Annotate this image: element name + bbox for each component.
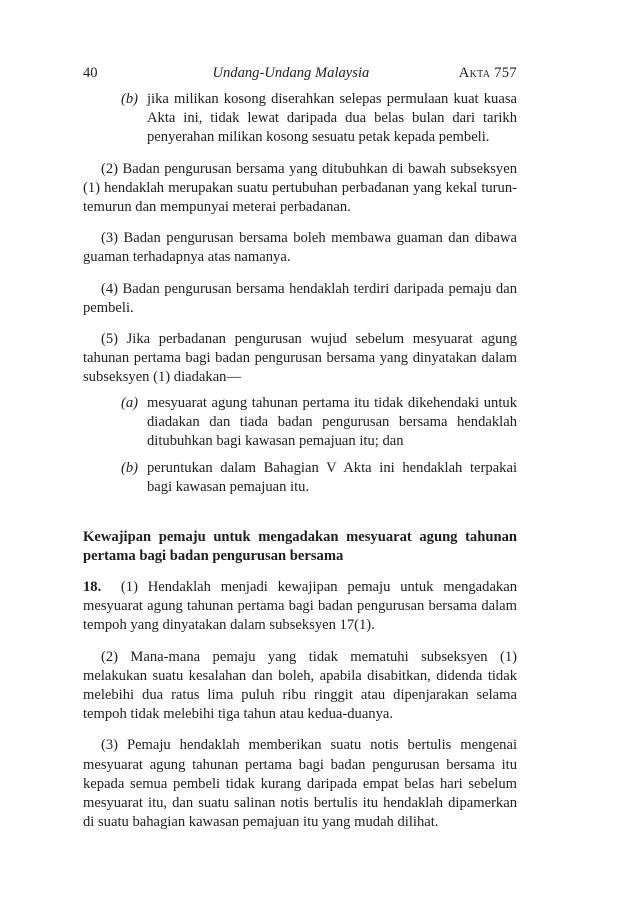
section-number: 18. [83, 579, 102, 596]
page-header [83, 64, 517, 90]
section-text: (1) Hendaklah menjadi kewajipan pemaju untuk mengadakan mesyuarat agung tahunan pertama bagi badan pengurusan bersama dalam tempoh yang dinyatakan dalam subseksyen 17(1). [83, 579, 518, 634]
item-label: (b) [121, 460, 139, 477]
item-text: peruntukan dalam Bahagian V Akta ini hendaklah terpakai bagi kawasan pemajuan itu. [147, 460, 517, 496]
item-text: jika milikan kosong diserahkan selepas permulaan kuat kuasa Akta ini, tidak lewat daripada dua belas bulan dari tarikh penyerahan milikan kosong sesuatu petak kepada pembeli. [147, 91, 517, 146]
subsection-4: (4) Badan pengurusan bersama hendaklah terdiri daripada pemaju dan pembeli. [83, 280, 517, 316]
item-text: mesyuarat agung tahunan pertama itu tidak dikehendaki untuk diadakan dan tiada badan pengurusan bersama hendaklah ditubuhkan bagi kawasan pemajuan itu; dan [147, 394, 517, 450]
list-item-a [121, 394, 517, 452]
subsection-5: (5) Jika perbadanan pengurusan wujud sebelum mesyuarat agung tahunan pertama bagi badan pengurusan bersama yang dinyatakan dalam subseksyen (1) diadakan— [83, 331, 517, 386]
section-18 [83, 578, 517, 636]
section-18-subsection-2: (2) Mana-mana pemaju yang tidak mematuhi subseksyen (1) melakukan suatu kesalahan dan boleh, apabila disabitkan, didenda tidak melebihi dua ratus lima puluh ribu ringgit atau dipenjarakan selama tempoh tidak melebihi tiga tahun atau kedua-duanya. [83, 648, 517, 723]
section-heading: Kewajipan pemaju untuk mengadakan mesyuarat agung tahunan pertama bagi badan pengurusan bersama [83, 528, 517, 564]
header-act: Akta 757 [458, 65, 517, 81]
section-18-subsection-3: (3) Pemaju hendaklah memberikan suatu notis bertulis mengenai mesyuarat agung tahunan pertama bagi badan pengurusan bersama itu kepada semua pembeli tidak kurang daripada empat belas hari sebelum mesyuarat itu, dan suatu salinan notis bertulis itu hendaklah dipamerkan di suatu bahagian kawasan pemajuan itu yang mudah dilihat. [83, 737, 517, 831]
page-number: 40 [83, 65, 98, 81]
list-item-b [121, 459, 517, 497]
header-title: Undang-Undang Malaysia [212, 65, 370, 81]
subsection-3: (3) Badan pengurusan bersama boleh membawa guaman dan dibawa guaman terhadapnya atas namanya. [83, 230, 517, 266]
list-item-b [121, 90, 517, 148]
document-page [83, 64, 517, 833]
item-label: (b) [121, 91, 139, 107]
subsection-2: (2) Badan pengurusan bersama yang ditubuhkan di bawah subseksyen (1) hendaklah merupakan suatu pertubuhan perbadanan yang kekal turun-temurun dan mempunyai meterai perbadanan. [83, 160, 517, 216]
item-label: (a) [121, 394, 139, 411]
